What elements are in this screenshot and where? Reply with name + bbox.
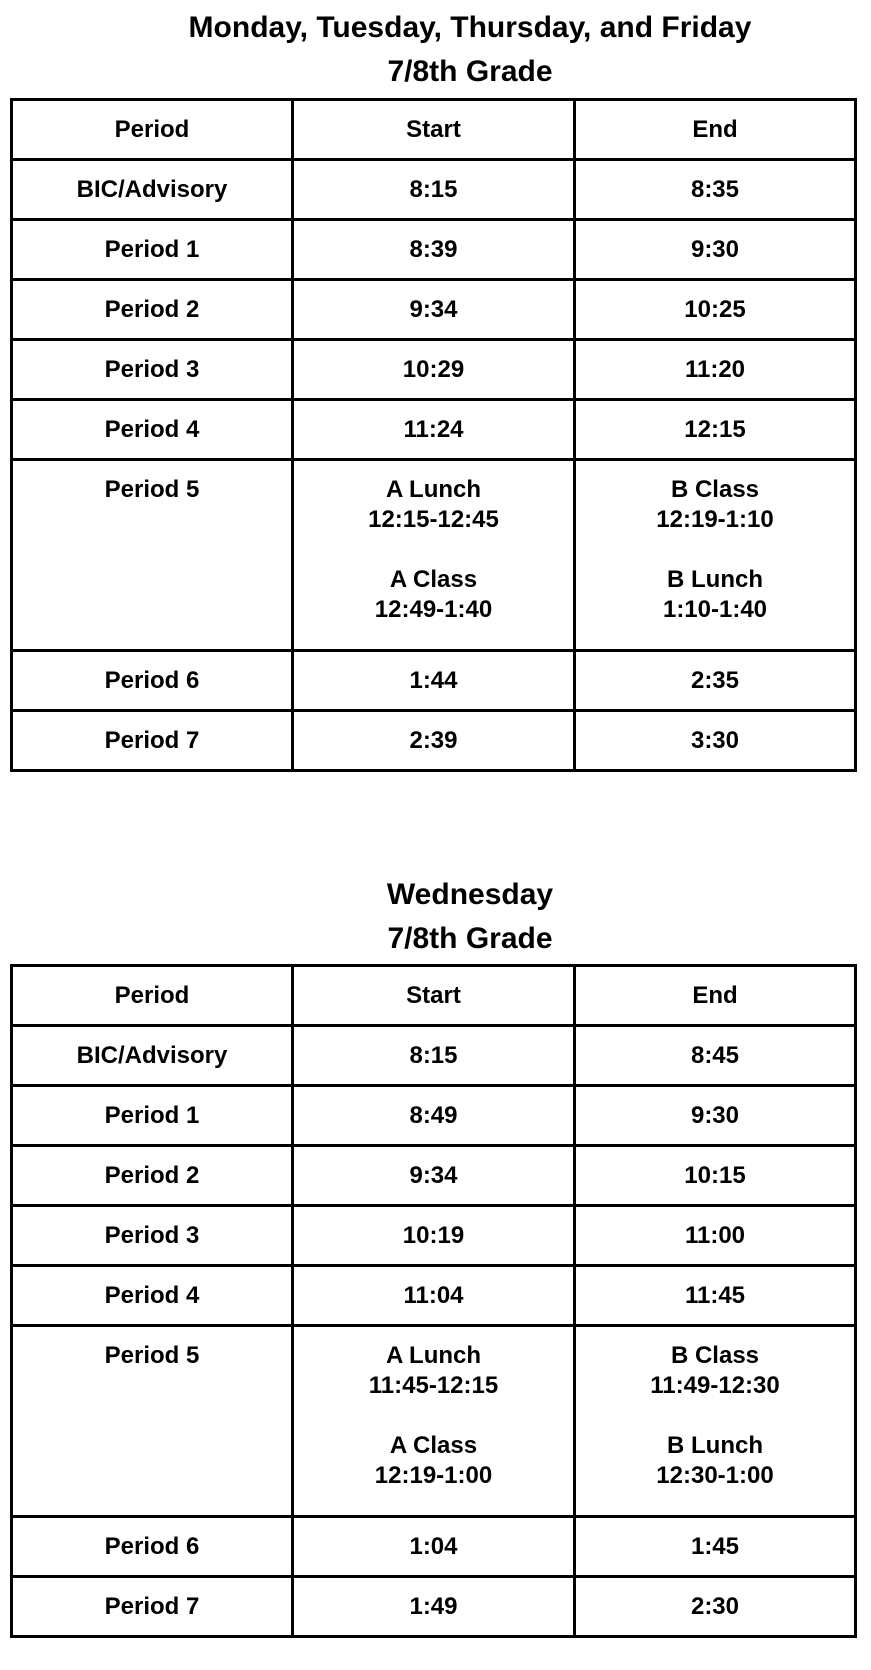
- header-end: End: [575, 966, 856, 1026]
- period-5-row: [12, 460, 856, 651]
- lunch-time: 1:10-1:40: [662, 596, 768, 623]
- end-cell: 3:30: [575, 711, 856, 771]
- schedule-title: Wednesday: [386, 878, 554, 911]
- table-row: [12, 1086, 856, 1146]
- period-cell: Period 1: [12, 1086, 293, 1146]
- period-5-end-cell: [575, 1326, 856, 1517]
- start-cell: 8:39: [293, 220, 575, 280]
- end-cell: 11:00: [575, 1206, 856, 1266]
- period-cell: Period 4: [12, 400, 293, 460]
- period-cell: Period 1: [12, 220, 293, 280]
- period-cell: BIC/Advisory: [12, 1026, 293, 1086]
- table-row: [12, 1266, 856, 1326]
- start-cell: 11:24: [293, 400, 575, 460]
- period-cell: Period 2: [12, 280, 293, 340]
- lunch-label: B Lunch: [667, 1432, 763, 1459]
- class-time: 12:19-1:10: [656, 506, 774, 533]
- period-cell: Period 6: [12, 651, 293, 711]
- schedule-grade: 7/8th Grade: [387, 922, 553, 955]
- period-cell: BIC/Advisory: [12, 160, 293, 220]
- start-cell: 10:29: [293, 340, 575, 400]
- start-cell: 8:15: [293, 1026, 575, 1086]
- class-time: 12:19-1:00: [374, 1462, 493, 1489]
- table-row: [12, 1026, 856, 1086]
- lunch-time: 12:30-1:00: [656, 1462, 774, 1489]
- end-cell: 10:25: [575, 280, 856, 340]
- period-cell: Period 7: [12, 711, 293, 771]
- class-time: 11:49-12:30: [650, 1372, 780, 1399]
- period-5-end-cell: [575, 460, 856, 651]
- header-period: Period: [12, 100, 293, 160]
- class-label: B Class: [670, 1342, 760, 1369]
- end-cell: 8:45: [575, 1026, 856, 1086]
- table-row: [12, 711, 856, 771]
- class-label: B Class: [670, 476, 760, 503]
- end-cell: 2:35: [575, 651, 856, 711]
- header-row: [12, 100, 856, 160]
- start-cell: 10:19: [293, 1206, 575, 1266]
- lunch-time: 12:15-12:45: [368, 506, 499, 533]
- lunch-label: A Lunch: [385, 1342, 482, 1369]
- end-cell: 10:15: [575, 1146, 856, 1206]
- class-label: A Class: [389, 1432, 478, 1459]
- start-cell: 8:49: [293, 1086, 575, 1146]
- start-cell: 9:34: [293, 280, 575, 340]
- end-cell: 9:30: [575, 220, 856, 280]
- start-cell: 2:39: [293, 711, 575, 771]
- period-cell: Period 7: [12, 1577, 293, 1637]
- table-row: [12, 280, 856, 340]
- period-5-start-cell: [293, 1326, 575, 1517]
- start-cell: 1:49: [293, 1577, 575, 1637]
- end-cell: 2:30: [575, 1577, 856, 1637]
- schedule-table: [10, 98, 857, 772]
- end-cell: 9:30: [575, 1086, 856, 1146]
- header-period: Period: [12, 966, 293, 1026]
- class-label: A Class: [389, 566, 478, 593]
- table-row: [12, 340, 856, 400]
- lunch-label: A Lunch: [385, 476, 482, 503]
- end-cell: 11:45: [575, 1266, 856, 1326]
- schedule-table: [10, 964, 857, 1638]
- start-cell: 1:04: [293, 1517, 575, 1577]
- end-cell: 8:35: [575, 160, 856, 220]
- period-cell: Period 5: [12, 1326, 293, 1517]
- end-cell: 12:15: [575, 400, 856, 460]
- start-cell: 8:15: [293, 160, 575, 220]
- table-row: [12, 220, 856, 280]
- header-row: [12, 966, 856, 1026]
- schedule-title: Monday, Tuesday, Thursday, and Friday: [188, 11, 752, 44]
- header-start: Start: [293, 966, 575, 1026]
- header-end: End: [575, 100, 856, 160]
- start-cell: 11:04: [293, 1266, 575, 1326]
- table-row: [12, 1517, 856, 1577]
- start-cell: 1:44: [293, 651, 575, 711]
- period-cell: Period 4: [12, 1266, 293, 1326]
- period-5-start-cell: [293, 460, 575, 651]
- schedule-grade: 7/8th Grade: [387, 55, 553, 88]
- lunch-label: B Lunch: [667, 566, 763, 593]
- period-cell: Period 3: [12, 1206, 293, 1266]
- lunch-time: 11:45-12:15: [368, 1372, 499, 1399]
- period-cell: Period 5: [12, 460, 293, 651]
- end-cell: 11:20: [575, 340, 856, 400]
- period-cell: Period 3: [12, 340, 293, 400]
- header-start: Start: [293, 100, 575, 160]
- period-5-row: [12, 1326, 856, 1517]
- period-cell: Period 2: [12, 1146, 293, 1206]
- period-cell: Period 6: [12, 1517, 293, 1577]
- table-row: [12, 651, 856, 711]
- end-cell: 1:45: [575, 1517, 856, 1577]
- start-cell: 9:34: [293, 1146, 575, 1206]
- table-row: [12, 400, 856, 460]
- table-row: [12, 1577, 856, 1637]
- table-row: [12, 160, 856, 220]
- table-row: [12, 1146, 856, 1206]
- class-time: 12:49-1:40: [374, 596, 493, 623]
- table-row: [12, 1206, 856, 1266]
